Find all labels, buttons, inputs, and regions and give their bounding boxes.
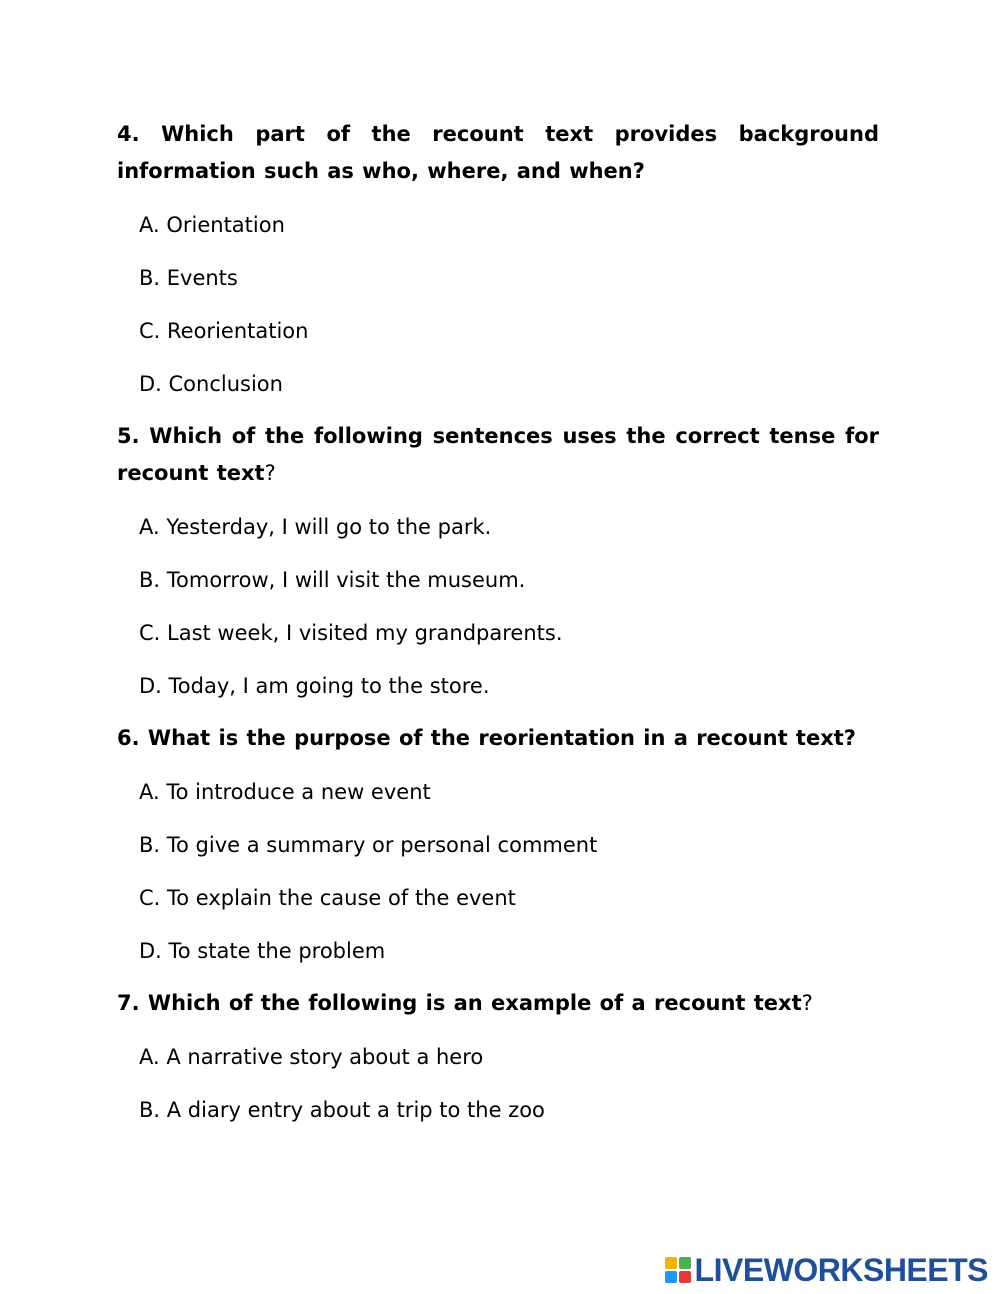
question-6-option-a[interactable]: A. To introduce a new event (139, 780, 431, 804)
logo-blocks-icon (665, 1257, 691, 1283)
question-7-option-b[interactable]: B. A diary entry about a trip to the zoo (139, 1098, 545, 1122)
liveworksheets-logo (665, 1250, 988, 1290)
question-5-option-b[interactable]: B. Tomorrow, I will visit the museum. (139, 568, 526, 592)
logo-block-3 (665, 1271, 677, 1283)
question-5 (117, 418, 879, 492)
question-7-mark: ? (801, 991, 813, 1015)
question-7-text: 7. Which of the following is an example of a recount text (117, 991, 802, 1015)
question-4-option-c[interactable]: C. Reorientation (139, 319, 309, 343)
question-7-option-a[interactable]: A. A narrative story about a hero (139, 1045, 484, 1069)
question-6 (117, 720, 879, 757)
question-6-text: 6. What is the purpose of the reorientation in a recount text? (117, 726, 856, 750)
question-6-option-c[interactable]: C. To explain the cause of the event (139, 886, 516, 910)
logo-block-2 (679, 1257, 691, 1269)
logo-text: LIVEWORKSHEETS (694, 1252, 988, 1288)
question-5-mark: ? (264, 461, 276, 485)
question-4 (117, 116, 879, 190)
question-7 (117, 985, 879, 1022)
question-4-text: 4. Which part of the recount text provides background information such as who, where, and when? (117, 122, 879, 183)
question-6-option-d[interactable]: D. To state the problem (139, 939, 386, 963)
question-4-option-a[interactable]: A. Orientation (139, 213, 285, 237)
question-4-option-b[interactable]: B. Events (139, 266, 238, 290)
question-5-option-d[interactable]: D. Today, I am going to the store. (139, 674, 490, 698)
question-5-option-c[interactable]: C. Last week, I visited my grandparents. (139, 621, 563, 645)
question-6-option-b[interactable]: B. To give a summary or personal comment (139, 833, 598, 857)
question-4-option-d[interactable]: D. Conclusion (139, 372, 283, 396)
question-5-text: 5. Which of the following sentences uses the correct tense for recount text (117, 424, 879, 485)
logo-block-1 (665, 1257, 677, 1269)
logo-block-4 (679, 1271, 691, 1283)
question-5-option-a[interactable]: A. Yesterday, I will go to the park. (139, 515, 492, 539)
